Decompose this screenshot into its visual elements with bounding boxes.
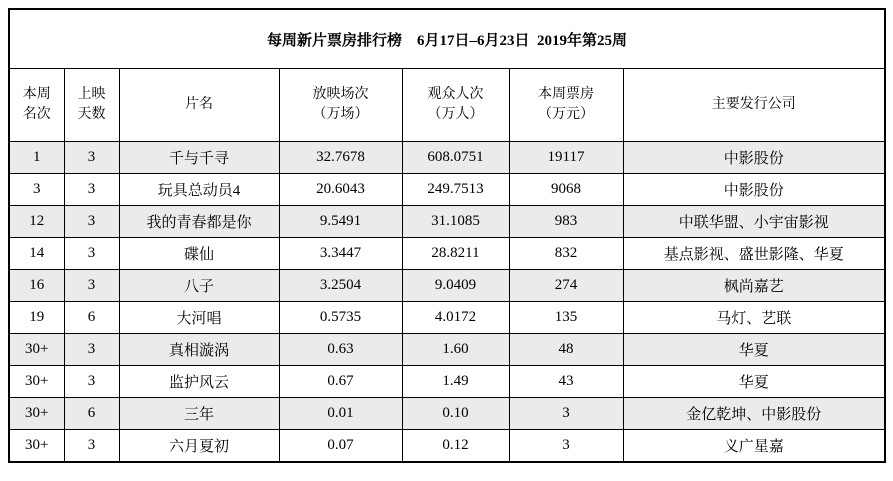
cell-audience: 31.1085 xyxy=(402,206,509,238)
cell-box-office: 9068 xyxy=(509,174,623,206)
cell-distributor: 中影股份 xyxy=(623,174,885,206)
header-screenings-line1: 放映场次 xyxy=(312,86,369,102)
cell-film-title: 真相漩涡 xyxy=(119,334,279,366)
cell-distributor: 华夏 xyxy=(623,334,885,366)
cell-box-office: 3 xyxy=(509,430,623,463)
cell-audience: 9.0409 xyxy=(402,270,509,302)
cell-screenings: 20.6043 xyxy=(279,174,402,206)
cell-rank: 30+ xyxy=(9,398,64,430)
boxoffice-table xyxy=(8,8,886,463)
cell-rank: 1 xyxy=(9,142,64,174)
header-screenings xyxy=(279,69,402,142)
header-days-line1: 上映 xyxy=(77,86,106,102)
cell-audience: 0.10 xyxy=(402,398,509,430)
cell-audience: 249.7513 xyxy=(402,174,509,206)
cell-box-office: 48 xyxy=(509,334,623,366)
table-row xyxy=(9,206,885,238)
cell-distributor: 马灯、艺联 xyxy=(623,302,885,334)
table-title: 每周新片票房排行榜 6月17日–6月23日 2019年第25周 xyxy=(9,9,885,69)
cell-rank: 30+ xyxy=(9,366,64,398)
cell-box-office: 983 xyxy=(509,206,623,238)
cell-box-office: 274 xyxy=(509,270,623,302)
cell-screenings: 0.01 xyxy=(279,398,402,430)
table-row xyxy=(9,238,885,270)
cell-audience: 0.12 xyxy=(402,430,509,463)
header-screenings-line2: （万场） xyxy=(312,107,369,122)
header-box-office xyxy=(509,69,623,142)
cell-screenings: 9.5491 xyxy=(279,206,402,238)
cell-film-title: 八子 xyxy=(119,270,279,302)
cell-screenings: 0.5735 xyxy=(279,302,402,334)
cell-screenings: 0.67 xyxy=(279,366,402,398)
table-row xyxy=(9,366,885,398)
cell-film-title: 玩具总动员4 xyxy=(119,174,279,206)
cell-film-title: 碟仙 xyxy=(119,238,279,270)
table-row xyxy=(9,334,885,366)
header-audience-line1: 观众人次 xyxy=(427,86,484,102)
cell-rank: 12 xyxy=(9,206,64,238)
cell-distributor: 金亿乾坤、中影股份 xyxy=(623,398,885,430)
cell-film-title: 千与千寻 xyxy=(119,142,279,174)
cell-box-office: 135 xyxy=(509,302,623,334)
cell-days: 3 xyxy=(64,430,119,463)
header-rank-line1: 本周 xyxy=(22,86,51,102)
cell-rank: 30+ xyxy=(9,430,64,463)
table-row xyxy=(9,142,885,174)
cell-screenings: 3.2504 xyxy=(279,270,402,302)
header-distributor-label: 主要发行公司 xyxy=(711,96,796,112)
cell-distributor: 义广星嘉 xyxy=(623,430,885,463)
cell-audience: 608.0751 xyxy=(402,142,509,174)
title-row xyxy=(9,9,885,69)
cell-distributor: 基点影视、盛世影隆、华夏 xyxy=(623,238,885,270)
header-days-line2: 天数 xyxy=(77,107,106,122)
cell-rank: 19 xyxy=(9,302,64,334)
cell-screenings: 3.3447 xyxy=(279,238,402,270)
header-rank xyxy=(9,69,64,142)
table-row xyxy=(9,174,885,206)
cell-audience: 1.49 xyxy=(402,366,509,398)
cell-rank: 30+ xyxy=(9,334,64,366)
header-audience-line2: （万人） xyxy=(427,107,484,122)
header-box-office-line2: （万元） xyxy=(538,107,594,122)
cell-film-title: 六月夏初 xyxy=(119,430,279,463)
header-distributor xyxy=(623,69,885,142)
cell-rank: 14 xyxy=(9,238,64,270)
table-row xyxy=(9,270,885,302)
cell-rank: 16 xyxy=(9,270,64,302)
table-row xyxy=(9,302,885,334)
cell-screenings: 0.63 xyxy=(279,334,402,366)
cell-box-office: 832 xyxy=(509,238,623,270)
header-film-title xyxy=(119,69,279,142)
cell-days: 3 xyxy=(64,142,119,174)
cell-days: 3 xyxy=(64,238,119,270)
cell-distributor: 中联华盟、小宇宙影视 xyxy=(623,206,885,238)
table-row xyxy=(9,430,885,463)
header-days xyxy=(64,69,119,142)
cell-days: 3 xyxy=(64,366,119,398)
header-rank-line2: 名次 xyxy=(22,107,51,122)
cell-audience: 1.60 xyxy=(402,334,509,366)
cell-distributor: 华夏 xyxy=(623,366,885,398)
cell-distributor: 枫尚嘉艺 xyxy=(623,270,885,302)
table-row xyxy=(9,398,885,430)
cell-box-office: 3 xyxy=(509,398,623,430)
cell-film-title: 我的青春都是你 xyxy=(119,206,279,238)
cell-days: 6 xyxy=(64,302,119,334)
cell-days: 6 xyxy=(64,398,119,430)
cell-screenings: 0.07 xyxy=(279,430,402,463)
cell-days: 3 xyxy=(64,334,119,366)
cell-days: 3 xyxy=(64,206,119,238)
cell-days: 3 xyxy=(64,174,119,206)
cell-screenings: 32.7678 xyxy=(279,142,402,174)
cell-box-office: 19117 xyxy=(509,142,623,174)
cell-audience: 4.0172 xyxy=(402,302,509,334)
cell-rank: 3 xyxy=(9,174,64,206)
cell-film-title: 大河唱 xyxy=(119,302,279,334)
cell-film-title: 三年 xyxy=(119,398,279,430)
header-row xyxy=(9,69,885,142)
header-audience xyxy=(402,69,509,142)
cell-box-office: 43 xyxy=(509,366,623,398)
cell-film-title: 监护风云 xyxy=(119,366,279,398)
cell-distributor: 中影股份 xyxy=(623,142,885,174)
cell-audience: 28.8211 xyxy=(402,238,509,270)
cell-days: 3 xyxy=(64,270,119,302)
header-box-office-line1: 本周票房 xyxy=(538,86,594,102)
header-film-title-label: 片名 xyxy=(185,96,213,112)
